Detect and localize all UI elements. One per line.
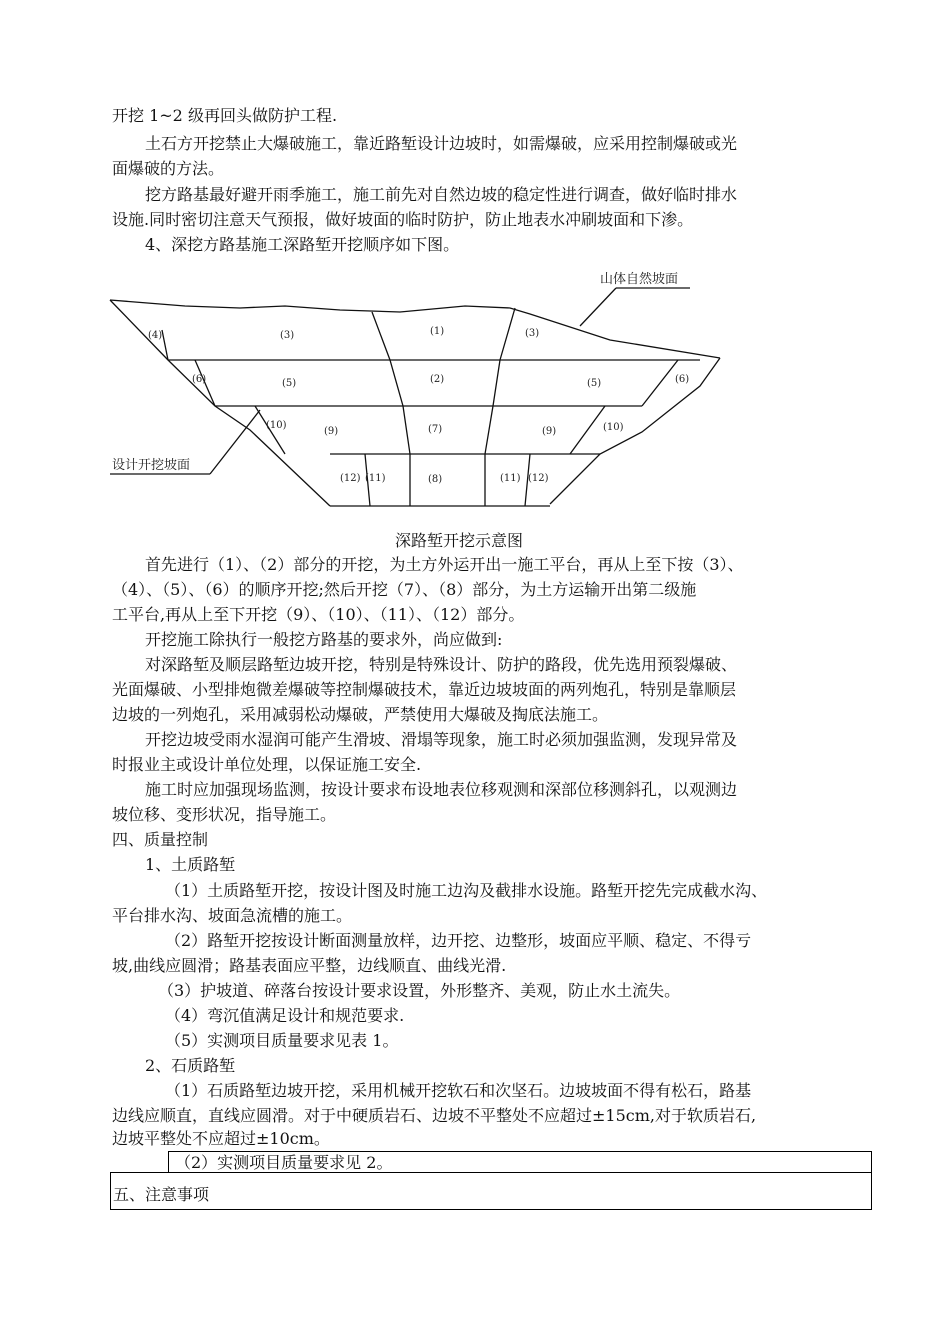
region-label: (4) [148, 330, 163, 341]
paragraph-line: 4、深挖方路基施工深路堑开挖顺序如下图。 [145, 235, 460, 254]
region-label: (7) [428, 424, 443, 435]
paragraph-line: （2）路堑开挖按设计断面测量放样，边开挖、边整形，坡面应平顺、稳定、不得亏 [165, 931, 752, 950]
natural-slope-label: 山体自然坡面 [600, 272, 679, 287]
paragraph-line: 首先进行（1）、（2）部分的开挖，为土方外运开出一施工平台，再从上至下按（3）、 [145, 555, 744, 574]
section-heading: 四、质量控制 [112, 830, 209, 849]
paragraph-line: 施工时应加强现场监测，按设计要求布设地表位移观测和深部位移测斜孔，以观测边 [145, 780, 738, 799]
region-label: (5) [282, 378, 297, 389]
region-label: (2) [430, 374, 445, 385]
region-label: (10) [603, 422, 624, 433]
figure-caption: 深路堑开挖示意图 [395, 531, 524, 550]
paragraph-line: 边坡平整处不应超过±10cm。 [112, 1129, 330, 1148]
region-label: (12) [340, 473, 361, 484]
subsection-heading: 1、土质路堑 [145, 855, 236, 874]
region-label: (1) [430, 326, 445, 337]
region-label: (10) [266, 420, 287, 431]
left-design-slope [110, 300, 330, 506]
paragraph-line: 设施.同时密切注意天气预报，做好坡面的临时防护，防止地表水冲刷坡面和下渗。 [112, 210, 694, 229]
table-row [110, 1172, 872, 1210]
paragraph-line: 边线应顺直，直线应圆滑。对于中硬质岩石、边坡不平整处不应超过±15cm,对于软质岩石, [112, 1106, 757, 1125]
paragraph-line: 开挖施工除执行一般挖方路基的要求外，尚应做到: [145, 630, 503, 649]
natural-slope-line [110, 300, 720, 358]
table-row [168, 1151, 872, 1173]
paragraph-line: 平台排水沟、坡面急流槽的施工。 [112, 906, 353, 925]
paragraph-line: 挖方路基最好避开雨季施工，施工前先对自然边坡的稳定性进行调查，做好临时排水 [145, 185, 738, 204]
paragraph-line: （1）土质路堑开挖，按设计图及时施工边沟及截排水设施。路堑开挖先完成截水沟、 [165, 881, 768, 900]
design-slope-label: 设计开挖坡面 [112, 458, 191, 473]
region-label: (6) [675, 374, 690, 385]
region-label: (6) [192, 374, 207, 385]
paragraph-line: 光面爆破、小型排炮微差爆破等控制爆破技术，靠近边坡坡面的两列炮孔，特别是靠顺层 [112, 680, 737, 699]
region-label: (11) [365, 473, 386, 484]
paragraph-line: 坡,曲线应圆滑；路基表面应平整，边线顺直、曲线光滑. [112, 956, 507, 975]
paragraph-line: 开挖边坡受雨水湿润可能产生滑坡、滑塌等现象，施工时必须加强监测，发现异常及 [145, 730, 738, 749]
region-label: (9) [324, 426, 339, 437]
paragraph-line: （5）实测项目质量要求见表 1。 [165, 1031, 399, 1050]
table-cell: （2）实测项目质量要求见 2。 [175, 1153, 393, 1172]
paragraph-line: （4）弯沉值满足设计和规范要求. [165, 1006, 405, 1025]
paragraph-line: 工平台,再从上至下开挖（9）、（10）、（11）、（12）部分。 [112, 605, 525, 624]
paragraph-line: （4）、（5）、（6）的顺序开挖;然后开挖（7）、（8）部分，为土方运输开出第二级施 [112, 580, 697, 599]
paragraph-line: 边坡的一列炮孔，采用减弱松动爆破，严禁使用大爆破及掏底法施工。 [112, 705, 609, 724]
callout-top-leader [580, 288, 616, 326]
region-label: (3) [525, 328, 540, 339]
cut-right-edge [642, 360, 678, 406]
paragraph-line: 时报业主或设计单位处理，以保证施工安全. [112, 755, 422, 774]
region-label: (12) [528, 473, 549, 484]
excavation-diagram [100, 268, 740, 528]
region-label: (9) [542, 426, 557, 437]
section-heading: 五、注意事项 [113, 1185, 210, 1204]
region-label: (5) [587, 378, 602, 389]
region-label: (11) [500, 473, 521, 484]
paragraph-line: （3）护坡道、碎落台按设计要求设置，外形整齐、美观，防止水土流失。 [158, 981, 681, 1000]
paragraph-line: （1）石质路堑边坡开挖，采用机械开挖软石和次坚石。边坡坡面不得有松石，路基 [165, 1081, 752, 1100]
paragraph-line: 面爆破的方法。 [112, 159, 225, 178]
paragraph-line: 坡位移、变形状况，指导施工。 [112, 805, 337, 824]
paragraph-line: 开挖 1~2 级再回头做防护工程. [112, 106, 338, 125]
subsection-heading: 2、石质路堑 [145, 1056, 236, 1075]
paragraph-line: 土石方开挖禁止大爆破施工，靠近路堑设计边坡时，如需爆破，应采用控制爆破或光 [145, 134, 738, 153]
region-label: (3) [280, 330, 295, 341]
cut-right-lower [570, 406, 605, 454]
paragraph-line: 对深路堑及顺层路堑边坡开挖，特别是特殊设计、防护的路段，优先选用预裂爆破、 [145, 655, 738, 674]
right-design-slope [550, 358, 720, 504]
region-label: (8) [428, 474, 443, 485]
